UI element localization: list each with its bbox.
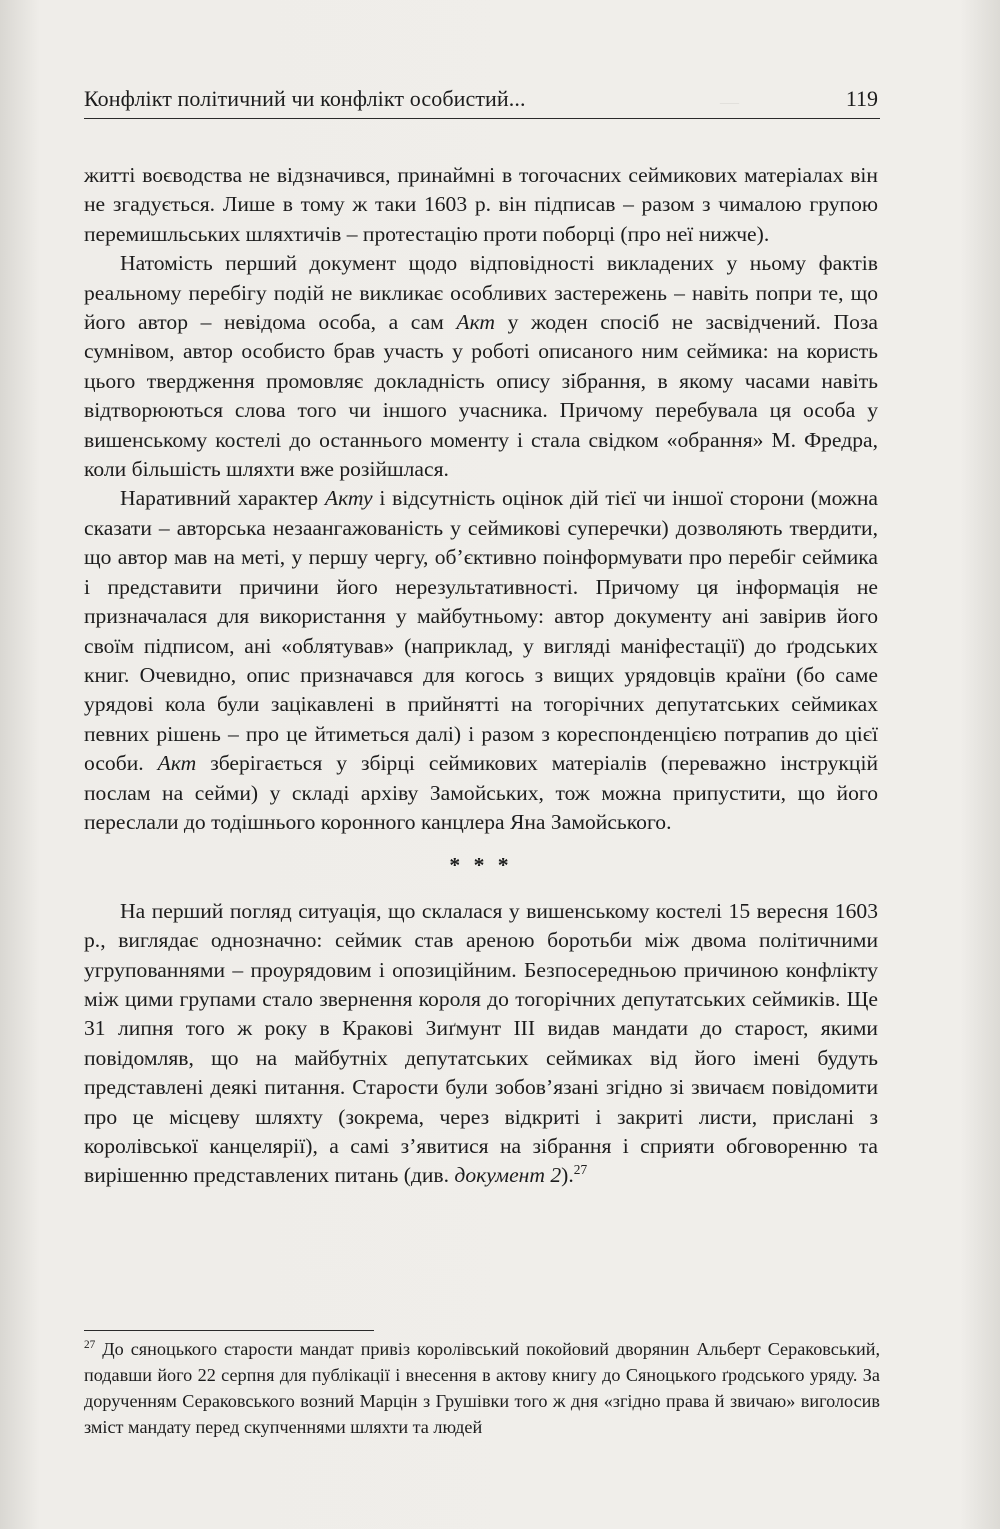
paragraph-1 bbox=[84, 161, 878, 249]
paragraph-2 bbox=[84, 249, 878, 484]
paragraph-3-italic-2: Акт bbox=[157, 751, 197, 776]
footnote-text: До сяноцького старости мандат привіз королівський покойовий дворянин Альберт Сераковський, подавши його 22 серпня для публікації і внесення в актову книгу до Сяноцького ґродського уряду. За дорученням Сераковського возний Марцін з Грушівки того ж дня «згідно права й звичаю» виголосив зміст мандату перед скупченнями шляхти та людей bbox=[84, 1339, 880, 1437]
paragraph-4-italic: документ 2 bbox=[454, 1163, 562, 1188]
paragraph-4-end: ). bbox=[561, 1163, 574, 1188]
paragraph-1-text: житті воєводства не відзначився, принаймні в тогочасних сеймикових матеріалах він не згадується. Лише в тому ж таки 1603 р. він підписав – разом з чималою групою перемишльських шляхтичів – протестацію проти поборці (про неї нижче). bbox=[84, 163, 878, 246]
paragraph-4 bbox=[84, 897, 878, 1191]
paragraph-3-text-b: і відсутність оцінок дій тієї чи іншої сторони (можна сказати – авторська незаангажованість у сеймикові суперечки) дозволяють твердити, що автор мав на меті, у першу чергу, об’єктивно поінформувати про перебіг сеймика і представити причини його нерезультативності. Причому ця інформація не призначалася для використання у майбутньому: автор документу ані завірив його своїм підписом, ані «облятував» (наприклад, у вигляді маніфестації) до ґродських книг. Очевидно, опис призначався для когось з вищих урядовців країни (бо саме урядові кола були зацікавлені в прийнятті на тогорічних депутатських сеймиках певних рішень – про це йтиметься далі) і разом з кореспонденцією потрапив до цієї особи. bbox=[84, 486, 878, 776]
footnote-number: 27 bbox=[84, 1338, 96, 1351]
paragraph-3-text-c: зберігається у збірці сеймикових матеріалів (переважно інструкцій послам на сейми) у складі архіву Замойських, тож можна припустити, що його переслали до тодішнього коронного канцлера Яна Замойського. bbox=[84, 751, 878, 834]
footnote bbox=[84, 1336, 880, 1440]
paragraph-2-text-b: у жоден спосіб не засвідчений. Поза сумнівом, автор особисто брав участь у роботі описаного ним сеймика: на користь цього твердження промовляє докладність опису зібрання, в якому часами навіть відтворюються слова того чи іншого учасника. Причому перебувала ця особа у вишенському костелі до останнього моменту і стала свідком «обрання» М. Фредра, коли більшість шляхти вже розійшлася. bbox=[84, 310, 878, 482]
paragraph-3-text-a: Наративний характер bbox=[120, 486, 325, 511]
running-head: Конфлікт політичний чи конфлікт особистий... bbox=[84, 86, 526, 111]
paragraph-2-text-a: Натомість перший документ щодо відповідності викладених у ньому фактів реальному перебігу подій не викликає особливих застережень – навіть попри те, що його автор – невідома особа, а сам bbox=[84, 251, 878, 335]
page-header bbox=[84, 86, 880, 119]
paragraph-3-italic: Акту bbox=[324, 486, 373, 511]
main-text bbox=[84, 161, 878, 1191]
footnote-divider bbox=[84, 1330, 374, 1331]
paragraph-2-italic: Акт bbox=[456, 310, 496, 335]
paragraph-3 bbox=[84, 484, 878, 837]
footnote-reference: 27 bbox=[573, 1162, 588, 1178]
page-number: 119 bbox=[845, 86, 878, 111]
bleed-through-decoration: — bbox=[720, 92, 739, 113]
paragraph-4-text: На перший погляд ситуація, що склалася у вишенському костелі 15 вересня 1603 р., виглядає однозначно: сеймик став ареною боротьби між двома політичними угрупованнями – проурядовим і опозиційним. Безпосередньою причиною конфлікту між цими групами стало звернення короля до тогорічних депутатських сеймиків. Ще 31 липня того ж року в Кракові Зиґмунт III видав мандати до старост, якими повідомляв, що на майбутніх депутатських сеймиках від його імені будуть представлені деякі питання. Старости були зобов’язані згідно зі звичаєм повідомити про це місцеву шляхту (зокрема, через відкриті і закриті листи, прислані з королівської канцелярії), а самі з’явитися на зібрання і сприяти обговоренню та вирішенню представлених питань (див. bbox=[84, 898, 878, 1188]
section-separator: * * * bbox=[449, 853, 513, 878]
